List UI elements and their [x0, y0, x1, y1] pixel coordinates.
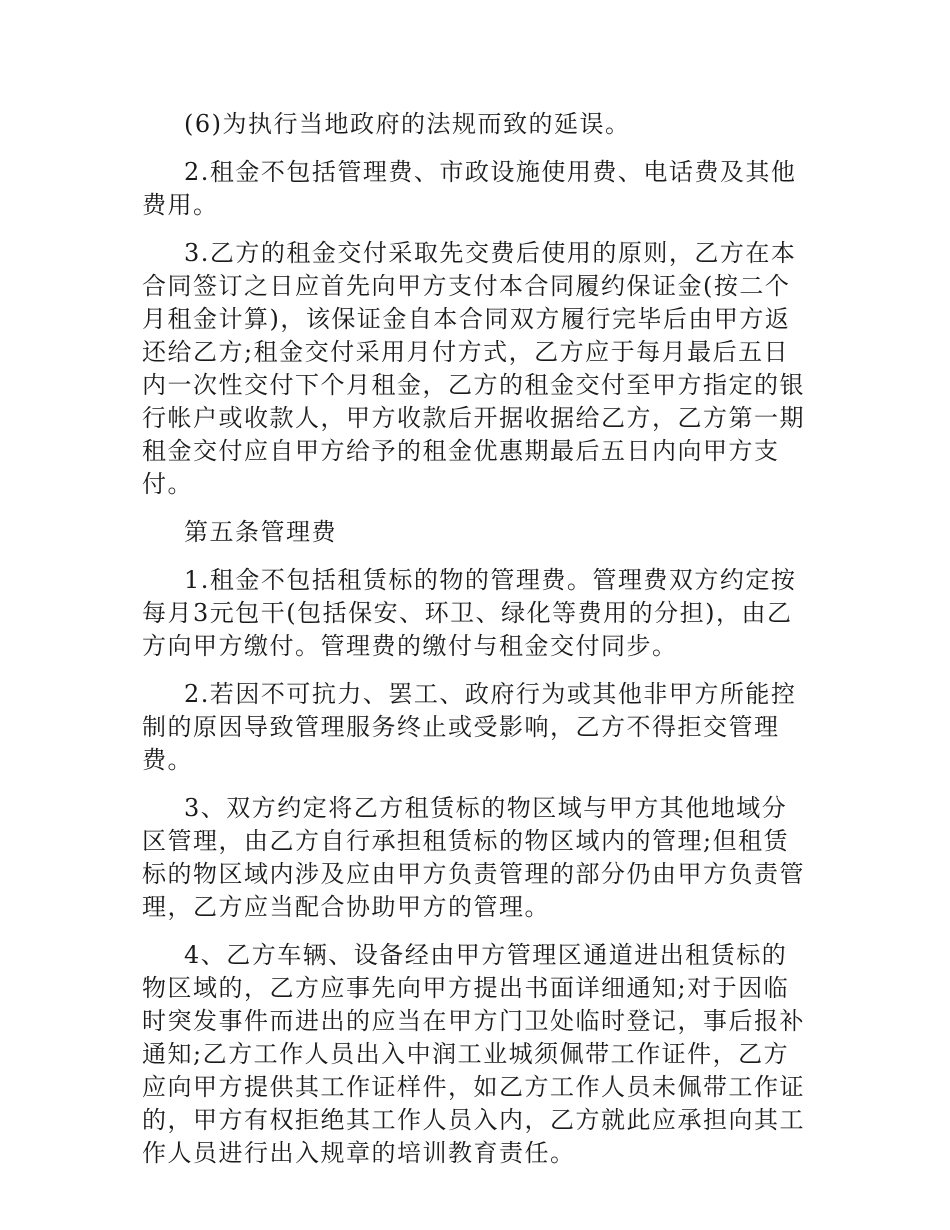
paragraph-management-fee-4: 4、乙方车辆、设备经由甲方管理区通道进出租赁标的物区域的，乙方应事先向甲方提出书面详细通知;对于因临时突发事件而进出的应当在甲方门卫处临时登记，事后报补通知;乙方工作人员出入中润工业城须佩带工作证件，乙方应向甲方提供其工作证样件，如乙方工作人员未佩带工作证的，甲方有权拒绝其工作人员入内，乙方就此应承担向其工作人员进行出入规章的培训教育责任。	[142, 941, 805, 1167]
paragraph-management-fee-2: 2.若因不可抗力、罢工、政府行为或其他非甲方所能控制的原因导致管理服务终止或受影响，乙方不得拒交管理费。	[142, 680, 797, 774]
document-body	[142, 108, 810, 1185]
paragraph-delay-clause: (6)为执行当地政府的法规而致的延误。	[184, 110, 631, 138]
paragraph-management-fee-1: 1.租金不包括租赁标的物的管理费。管理费双方约定按每月3元包干(包括保安、环卫、绿化等费用的分担)，由乙方向甲方缴付。管理费的缴付与租金交付同步。	[142, 566, 797, 660]
paragraph-rent-exclusions: 2.租金不包括管理费、市政设施使用费、电话费及其他费用。	[142, 158, 797, 219]
paragraph-management-fee-3: 3、双方约定将乙方租赁标的物区域与甲方其他地域分区管理，由乙方自行承担租赁标的物区域内的管理;但租赁标的物区域内涉及应由甲方负责管理的部分仍由甲方负责管理，乙方应当配合协助甲方的管理。	[142, 794, 805, 921]
paragraph-rent-payment: 3.乙方的租金交付采取先交费后使用的原则，乙方在本合同签订之日应首先向甲方支付本合同履约保证金(按二个月租金计算)，该保证金自本合同双方履行完毕后由甲方返还给乙方;租金交付采用月付方式，乙方应于每月最后五日内一次性交付下个月租金，乙方的租金交付至甲方指定的银行帐户或收款人，甲方收款后开据收据给乙方，乙方第一期租金交付应自甲方给予的租金优惠期最后五日内向甲方支付。	[142, 239, 805, 498]
section-heading-management-fee: 第五条管理费	[184, 518, 337, 546]
